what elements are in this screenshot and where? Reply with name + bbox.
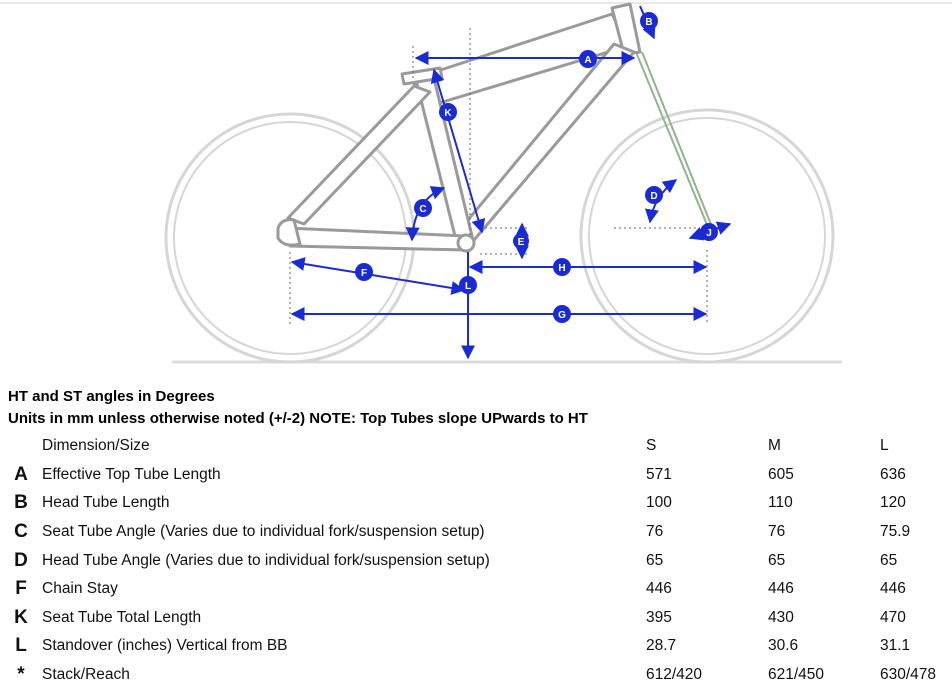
row-value-m: 30.6 — [768, 637, 799, 655]
row-dimension: Head Tube Length — [42, 494, 170, 512]
svg-text:J: J — [706, 228, 712, 239]
svg-text:L: L — [464, 281, 472, 292]
table-row — [0, 661, 952, 690]
table-header-row — [0, 432, 952, 461]
svg-text:K: K — [444, 108, 452, 119]
marker-J — [700, 223, 718, 241]
row-value-l: 470 — [880, 608, 906, 626]
svg-text:F: F — [360, 268, 368, 279]
row-value-l: 65 — [880, 551, 898, 569]
row-value-s: 571 — [646, 465, 672, 483]
row-key: B — [14, 492, 28, 514]
marker-C — [414, 199, 432, 217]
fork — [636, 52, 714, 232]
geometry-table — [0, 432, 952, 689]
table-row — [0, 518, 952, 547]
svg-text:E: E — [517, 237, 525, 248]
row-key: D — [14, 549, 28, 571]
row-key: * — [17, 664, 25, 686]
row-value-l: 31.1 — [880, 637, 911, 655]
marker-F — [355, 263, 373, 281]
row-value-s: 65 — [646, 551, 664, 569]
row-value-m: 430 — [768, 608, 794, 626]
row-value-m: 110 — [768, 494, 793, 512]
header-key — [0, 432, 42, 461]
row-value-s: 612/420 — [646, 666, 703, 684]
header-size-l: L — [880, 437, 889, 455]
row-value-s: 76 — [646, 523, 664, 541]
table-row — [0, 546, 952, 575]
marker-B — [640, 12, 658, 30]
marker-K — [439, 103, 457, 121]
svg-text:A: A — [584, 55, 592, 66]
row-value-s: 100 — [646, 494, 672, 512]
row-value-l: 630/478 — [880, 666, 937, 684]
angles-note: HT and ST angles in Degrees — [8, 388, 215, 405]
row-value-m: 65 — [768, 551, 786, 569]
table-row — [0, 604, 952, 633]
row-value-l: 446 — [880, 580, 906, 598]
row-key: L — [15, 635, 27, 657]
svg-text:D: D — [650, 191, 658, 202]
header-size-s: S — [646, 437, 657, 455]
row-value-m: 76 — [768, 523, 786, 541]
row-dimension: Seat Tube Total Length — [42, 608, 202, 626]
row-key: C — [14, 521, 28, 543]
header-dimension: Dimension/Size — [42, 437, 150, 455]
row-dimension: Chain Stay — [42, 580, 118, 598]
table-row — [0, 489, 952, 518]
row-dimension: Standover (inches) Vertical from BB — [42, 637, 288, 655]
row-value-m: 621/450 — [768, 666, 825, 684]
row-value-s: 446 — [646, 580, 672, 598]
row-value-s: 395 — [646, 608, 672, 626]
svg-text:B: B — [645, 17, 653, 28]
marker-D — [645, 186, 663, 204]
marker-L — [459, 276, 477, 294]
row-value-m: 446 — [768, 580, 794, 598]
row-dimension: Effective Top Tube Length — [42, 465, 221, 483]
bike-frame — [278, 4, 640, 251]
units-note: Units in mm unless otherwise noted (+/-2) NOTE: Top Tubes slope UPwards to HT — [8, 410, 588, 427]
marker-H — [553, 258, 571, 276]
header-size-m: M — [768, 437, 781, 455]
row-key: K — [14, 606, 28, 628]
svg-text:C: C — [419, 204, 427, 215]
marker-A — [579, 50, 597, 68]
row-value-l: 636 — [880, 465, 906, 483]
marker-G — [553, 305, 571, 323]
row-value-l: 75.9 — [880, 523, 911, 541]
row-dimension: Head Tube Angle (Varies due to individual fork/suspension setup) — [42, 551, 490, 569]
table-row — [0, 461, 952, 490]
svg-text:G: G — [558, 310, 566, 321]
row-value-m: 605 — [768, 465, 794, 483]
svg-text:H: H — [558, 263, 566, 274]
table-row — [0, 632, 952, 661]
table-row — [0, 575, 952, 604]
marker-E — [513, 233, 529, 249]
row-value-s: 28.7 — [646, 637, 677, 655]
row-dimension: Seat Tube Angle (Varies due to individual fork/suspension setup) — [42, 523, 485, 541]
row-dimension: Stack/Reach — [42, 666, 130, 684]
row-value-l: 120 — [880, 494, 906, 512]
row-key: A — [14, 463, 28, 485]
row-key: F — [15, 578, 27, 600]
